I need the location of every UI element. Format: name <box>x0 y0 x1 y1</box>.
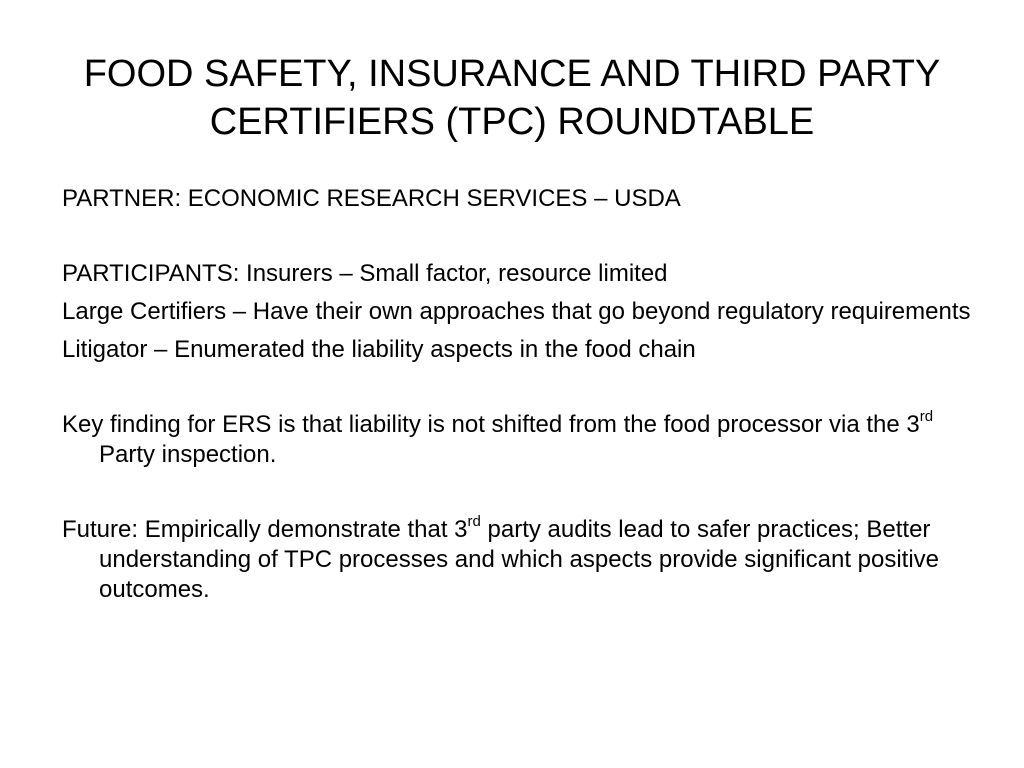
future-text: Future: Empirically demonstrate that 3 <box>62 516 468 543</box>
key-finding-ordinal-suffix: rd <box>919 408 934 425</box>
future-ordinal-suffix: rd <box>467 513 481 530</box>
future-paragraph <box>62 515 992 605</box>
litigator-paragraph: Litigator – Enumerated the liability aspects in the food chain <box>62 336 696 363</box>
slide-body <box>62 184 992 605</box>
large-certifiers-paragraph: Large Certifiers – Have their own approaches that go beyond regulatory requirements <box>62 298 971 325</box>
key-finding-text-end: Party inspection. <box>99 441 277 468</box>
slide-title-line-2: CERTIFIERS (TPC) ROUNDTABLE <box>209 101 815 143</box>
slide-title <box>40 50 984 146</box>
slide-title-line-1: FOOD SAFETY, INSURANCE AND THIRD PARTY <box>83 53 941 95</box>
partner-paragraph: PARTNER: ECONOMIC RESEARCH SERVICES – USDA <box>62 185 681 212</box>
key-finding-text: Key finding for ERS is that liability is not shifted from the food processor via the 3 <box>62 411 920 438</box>
key-finding-paragraph <box>62 410 992 470</box>
participants-paragraph: PARTICIPANTS: Insurers – Small factor, resource limited <box>62 260 668 287</box>
future-text-end: party audits lead to safer practices; Better understanding of TPC processes and which aspects provide significant positive outcomes. <box>99 516 940 603</box>
